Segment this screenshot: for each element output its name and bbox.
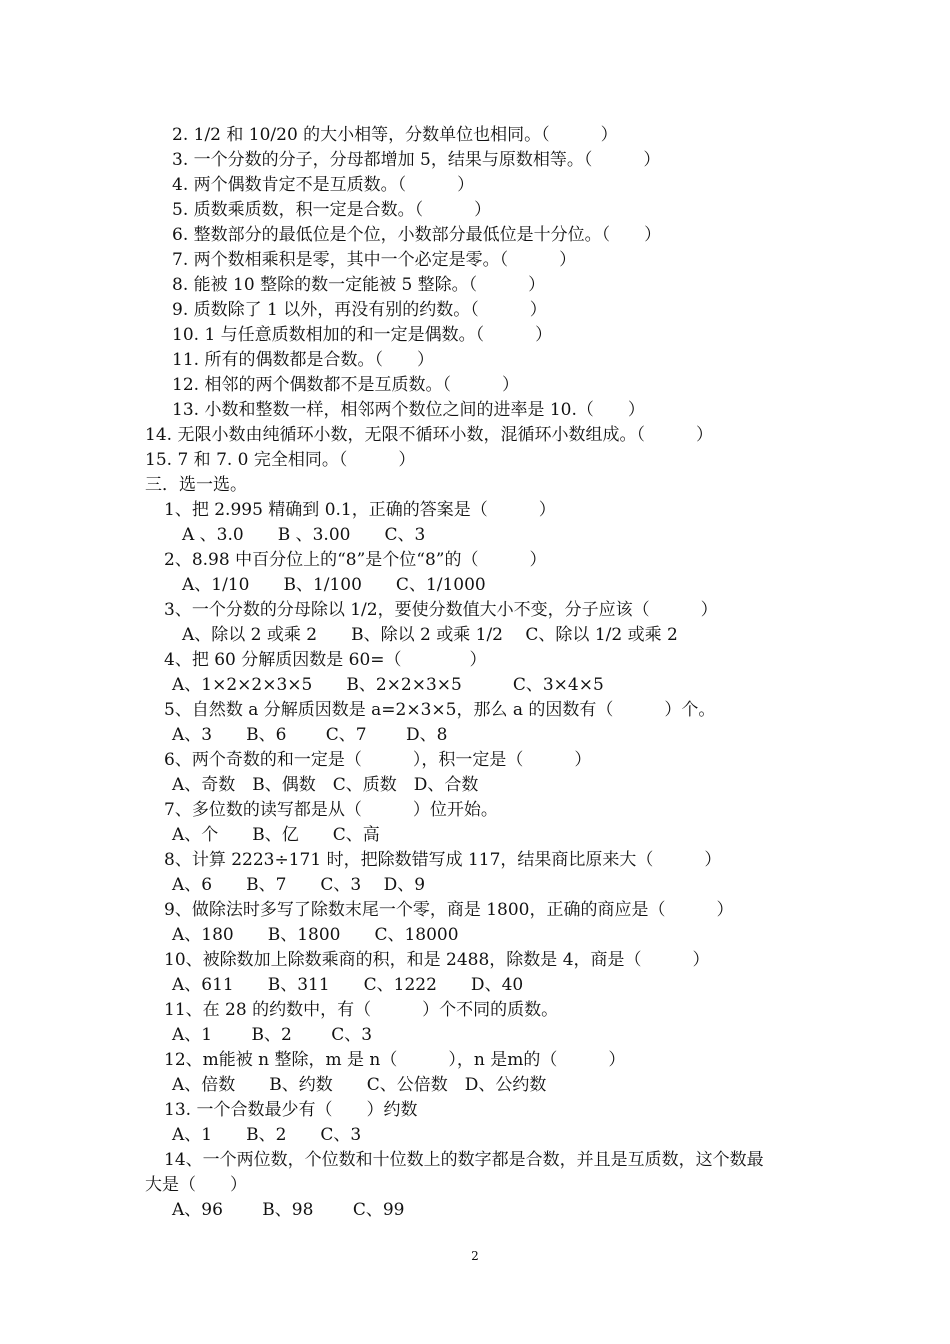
choice-question-8: 8、计算 2223÷171 时，把除数错写成 117，结果商比原来大（ ）: [164, 850, 722, 870]
judge-item-8: 8. 能被 10 整除的数一定能被 5 整除。（ ）: [172, 275, 546, 295]
choice-question-3: 3、一个分数的分母除以 1/2，要使分数值大小不变，分子应该（ ）: [164, 600, 718, 620]
choice-options-2: A、1/10 B、1/100 C、1/1000: [182, 575, 486, 595]
choice-question-9: 9、做除法时多写了除数末尾一个零，商是 1800，正确的商应是（ ）: [164, 900, 734, 920]
judge-item-14: 14. 无限小数由纯循环小数，无限不循环小数，混循环小数组成。（ ）: [145, 425, 713, 445]
choice-question-14: 14、一个两位数，个位数和十位数上的数字都是合数，并且是互质数，这个数最: [164, 1150, 764, 1170]
judge-item-3: 3. 一个分数的分子，分母都增加 5，结果与原数相等。（ ）: [172, 150, 661, 170]
judge-item-7: 7. 两个数相乘积是零，其中一个必定是零。（ ）: [172, 250, 577, 270]
choice-question-12: 12、m能被 n 整除，m 是 n（ ），n 是m的（ ）: [164, 1050, 626, 1070]
judge-item-10: 10. 1 与任意质数相加的和一定是偶数。（ ）: [172, 325, 553, 345]
choice-options-1: A 、3.0 B 、3.00 C、3: [182, 525, 426, 545]
choice-question-1: 1、把 2.995 精确到 0.1，正确的答案是（ ）: [164, 500, 556, 520]
judge-item-15: 15. 7 和 7. 0 完全相同。（ ）: [145, 450, 416, 470]
choice-question-5: 5、自然数 a 分解质因数是 a=2×3×5，那么 a 的因数有（ ）个。: [164, 700, 716, 720]
choice-options-10: A、611 B、311 C、1222 D、40: [172, 975, 524, 995]
choice-options-4: A、1×2×2×3×5 B、2×2×3×5 C、3×4×5: [172, 675, 604, 695]
choice-question-14-cont: 大是（ ）: [145, 1175, 247, 1195]
choice-options-6: A、奇数 B、偶数 C、质数 D、合数: [172, 775, 479, 795]
judge-item-9: 9. 质数除了 1 以外，再没有别的约数。（ ）: [172, 300, 547, 320]
judge-item-11: 11. 所有的偶数都是合数。（ ）: [172, 350, 434, 370]
judge-item-12: 12. 相邻的两个偶数都不是互质数。（ ）: [172, 375, 519, 395]
section-heading-choose: 三．选一选。: [145, 475, 247, 495]
choice-question-2: 2、8.98 中百分位上的“8”是个位“8”的（ ）: [164, 550, 547, 570]
judge-item-4: 4. 两个偶数肯定不是互质数。（ ）: [172, 175, 475, 195]
choice-options-5: A、3 B、6 C、7 D、8: [172, 725, 448, 745]
choice-question-11: 11、在 28 的约数中，有（ ）个不同的质数。: [164, 1000, 559, 1020]
choice-options-9: A、180 B、1800 C、18000: [172, 925, 459, 945]
choice-options-8: A、6 B、7 C、3 D、9: [172, 875, 426, 895]
choice-question-4: 4、把 60 分解质因数是 60=（ ）: [164, 650, 487, 670]
choice-question-13: 13. 一个合数最少有（ ）约数: [164, 1100, 418, 1120]
choice-question-6: 6、两个奇数的和一定是（ ），积一定是（ ）: [164, 750, 592, 770]
judge-item-2: 2. 1/2 和 10/20 的大小相等，分数单位也相同。（ ）: [172, 125, 618, 145]
judge-item-5: 5. 质数乘质数，积一定是合数。（ ）: [172, 200, 492, 220]
choice-options-7: A、个 B、亿 C、高: [172, 825, 380, 845]
choice-options-13: A、1 B、2 C、3: [172, 1125, 362, 1145]
choice-options-3: A、除以 2 或乘 2 B、除以 2 或乘 1/2 C、除以 1/2 或乘 2: [182, 625, 678, 645]
page-number: 2: [471, 1249, 479, 1263]
choice-options-14: A、96 B、98 C、99: [172, 1200, 405, 1220]
choice-question-7: 7、多位数的读写都是从（ ）位开始。: [164, 800, 498, 820]
judge-item-6: 6. 整数部分的最低位是个位，小数部分最低位是十分位。（ ）: [172, 225, 662, 245]
choice-question-10: 10、被除数加上除数乘商的积，和是 2488，除数是 4，商是（ ）: [164, 950, 710, 970]
judge-item-13: 13. 小数和整数一样，相邻两个数位之间的进率是 10.（ ）: [172, 400, 645, 420]
choice-options-11: A、1 B、2 C、3: [172, 1025, 373, 1045]
choice-options-12: A、倍数 B、约数 C、公倍数 D、公约数: [172, 1075, 547, 1095]
